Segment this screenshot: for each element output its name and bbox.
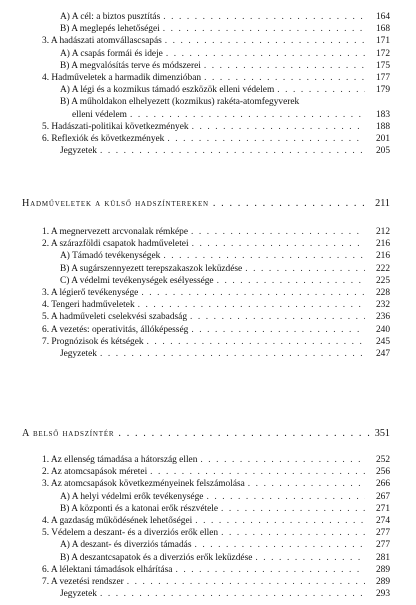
toc-entry-page: 232 bbox=[375, 300, 390, 311]
toc-entry bbox=[60, 276, 390, 286]
toc-entry bbox=[60, 264, 390, 274]
toc-entry-title: 6. Reflexiók és következmények bbox=[42, 134, 165, 144]
leader-dots bbox=[127, 577, 365, 587]
leader-dots bbox=[190, 312, 365, 322]
toc-entry-title: 4. A gazdaság működésének lehetőségei bbox=[42, 516, 193, 526]
toc-entry bbox=[60, 504, 390, 514]
toc-entry-page: 256 bbox=[375, 467, 390, 478]
toc-entry bbox=[60, 589, 390, 599]
leader-dots bbox=[245, 264, 365, 274]
section-heading-page: 211 bbox=[375, 198, 390, 209]
toc-entry-title: 5. Hadászati-politikai következmények bbox=[42, 121, 189, 132]
toc-entry bbox=[60, 49, 390, 59]
leader-dots bbox=[221, 504, 365, 514]
toc-entry-page: 183 bbox=[375, 109, 390, 120]
leader-dots bbox=[163, 24, 365, 34]
toc-entry-page: 274 bbox=[375, 516, 390, 526]
leader-dots bbox=[221, 528, 365, 538]
toc-entry-page: 179 bbox=[375, 85, 390, 96]
toc-entry bbox=[60, 12, 390, 22]
toc-entry bbox=[60, 24, 390, 34]
toc-entry-title: 7. Prognózisok és kétségek bbox=[42, 336, 144, 347]
toc-entry-page: 171 bbox=[375, 36, 390, 47]
leader-dots bbox=[150, 467, 365, 477]
toc-entry-continuation bbox=[72, 110, 390, 120]
toc-entry-title: Jegyzetek bbox=[60, 146, 97, 157]
leader-dots bbox=[167, 134, 365, 144]
toc-entry-page: 240 bbox=[375, 324, 390, 335]
leader-dots bbox=[100, 349, 365, 359]
toc-entry bbox=[42, 300, 390, 310]
leader-dots bbox=[194, 540, 365, 550]
toc-entry-title: A) A légi és a kozmikus támadó eszközök elleni védelem bbox=[60, 85, 275, 96]
toc-entry-page: 236 bbox=[375, 312, 390, 323]
toc-entry bbox=[42, 325, 390, 335]
section-heading bbox=[22, 428, 390, 439]
toc-entry-page: 205 bbox=[375, 146, 390, 157]
toc-entry-title: B) A megvalósítás terve és módszerei bbox=[60, 60, 201, 71]
toc-entry-page: 188 bbox=[375, 121, 390, 132]
leader-dots bbox=[147, 337, 365, 347]
toc-entry bbox=[42, 479, 390, 489]
toc-entry-page: 267 bbox=[375, 491, 390, 502]
section-heading-title: A belső hadszíntér bbox=[22, 428, 115, 439]
toc-entry bbox=[42, 36, 390, 46]
toc-entry bbox=[42, 134, 390, 144]
toc-entry-page: 228 bbox=[375, 288, 390, 298]
toc-entry bbox=[42, 577, 390, 587]
section-heading-title: Hadműveletek a külső hadszíntereken bbox=[22, 198, 209, 209]
toc-entry bbox=[42, 73, 390, 83]
toc-entry-title: B) A műholdakon elhelyezett (kozmikus) rakéta-atomfegyverek bbox=[60, 97, 300, 108]
toc-entry-title: Jegyzetek bbox=[60, 349, 97, 359]
section-heading-page: 351 bbox=[374, 428, 390, 439]
leader-dots bbox=[192, 239, 365, 249]
toc-entry-title: B) A központi és a katonai erők részvétele bbox=[60, 503, 219, 514]
toc-entry bbox=[42, 455, 390, 465]
toc-entry-title: 2. Az atomcsapások méretei bbox=[42, 467, 148, 478]
toc-entry-title: 4. Hadműveletek a harmadik dimenzióban bbox=[42, 73, 202, 83]
toc-entry-page: 293 bbox=[375, 589, 390, 600]
toc-entry-page: 164 bbox=[375, 12, 390, 22]
toc-entry-page: 212 bbox=[375, 227, 390, 237]
toc-entry-page: 216 bbox=[375, 251, 390, 262]
toc-entry-title: 4. Tengeri hadműveletek bbox=[42, 300, 135, 311]
toc-entry-title: A) A csapás formái és ideje bbox=[60, 48, 163, 59]
toc-entry-page: 277 bbox=[375, 540, 390, 551]
toc-entry-title: 5. A hadműveleti cselekvési szabadság bbox=[42, 312, 188, 323]
toc-entry-page: 216 bbox=[375, 239, 390, 250]
toc-entry bbox=[42, 337, 390, 347]
toc-entry-page: 172 bbox=[375, 48, 390, 59]
toc-entry-title: 3. A hadászati atomvállascsapás bbox=[42, 36, 162, 47]
toc-entry-page: 289 bbox=[375, 577, 390, 587]
toc-entry-title: A) A helyi védelmi erők tevékenysége bbox=[60, 491, 204, 502]
toc-entry-title: B) A sugárszennyezett terepszakaszok leküzdése bbox=[60, 263, 243, 274]
toc-entry bbox=[42, 467, 390, 477]
toc-entry-title: A) A cél: a biztos pusztítás bbox=[60, 12, 161, 22]
toc-entry-page: 225 bbox=[375, 275, 390, 286]
toc-entry-title: B) A deszantcsapatok és a diverziós erők leküzdése bbox=[60, 552, 253, 563]
toc-entry bbox=[42, 516, 390, 526]
toc-entry-page: 252 bbox=[375, 455, 390, 465]
toc-entry bbox=[60, 97, 390, 107]
leader-dots bbox=[200, 455, 365, 465]
toc-entry bbox=[60, 492, 390, 502]
toc-entry bbox=[60, 540, 390, 550]
toc-entry bbox=[60, 85, 390, 95]
leader-dots bbox=[100, 589, 365, 599]
toc-entry bbox=[60, 251, 390, 261]
toc-entry-page: 245 bbox=[375, 336, 390, 347]
toc-entry-page: 281 bbox=[375, 552, 390, 563]
toc-entry bbox=[60, 61, 390, 71]
toc-entry bbox=[42, 288, 390, 298]
toc-entry-page: 201 bbox=[375, 134, 390, 144]
leader-dots bbox=[118, 428, 370, 439]
leader-dots bbox=[191, 325, 365, 335]
toc-entry-title: 7. A vezetési rendszer bbox=[42, 577, 124, 587]
leader-dots bbox=[163, 12, 365, 22]
leader-dots bbox=[217, 276, 365, 286]
toc-entry-title: A) A deszant- és diverziós támadás bbox=[60, 540, 192, 551]
toc-entry bbox=[42, 227, 390, 237]
leader-dots bbox=[175, 565, 365, 575]
leader-dots bbox=[195, 516, 365, 526]
section-heading bbox=[22, 198, 390, 209]
toc-entry-title: Jegyzetek bbox=[60, 589, 97, 600]
leader-dots bbox=[248, 479, 365, 489]
leader-dots bbox=[166, 49, 365, 59]
leader-dots bbox=[192, 122, 365, 132]
toc-entry-page: 266 bbox=[375, 479, 390, 490]
toc-entry bbox=[42, 528, 390, 538]
toc-entry-title: B) A meglepés lehetőségei bbox=[60, 24, 160, 35]
leader-dots bbox=[255, 553, 365, 563]
toc-entry-title: 6. A lélektani támadások elhárítása bbox=[42, 564, 173, 575]
toc-entry-title: 6. A vezetés: operativitás, állóképesség bbox=[42, 324, 189, 335]
leader-dots bbox=[204, 61, 365, 71]
leader-dots bbox=[213, 198, 371, 209]
toc-entry-title: A) Támadó tevékenységek bbox=[60, 251, 161, 262]
toc-entry-page: 175 bbox=[375, 60, 390, 71]
leader-dots bbox=[138, 300, 365, 310]
toc-entry-title: 1. Az ellenség támadása a hátország ellen bbox=[42, 455, 198, 465]
leader-dots bbox=[165, 36, 365, 46]
leader-dots bbox=[141, 288, 365, 298]
leader-dots bbox=[204, 73, 365, 83]
toc-entry bbox=[42, 565, 390, 575]
toc-entry bbox=[60, 553, 390, 563]
toc-entry-page: 277 bbox=[375, 528, 390, 539]
toc-entry bbox=[42, 239, 390, 249]
leader-dots bbox=[206, 492, 365, 502]
toc-entry bbox=[42, 312, 390, 322]
toc-entry-title: 3. Az atomcsapások következményeinek felszámolása bbox=[42, 479, 245, 490]
toc-entry bbox=[60, 349, 390, 359]
toc-entry-page: 168 bbox=[375, 24, 390, 35]
toc-entry-page: 289 bbox=[375, 564, 390, 575]
toc-entry bbox=[42, 122, 390, 132]
toc-entry-page: 177 bbox=[375, 73, 390, 83]
leader-dots bbox=[277, 85, 365, 95]
toc-entry-continuation-text: elleni védelem bbox=[72, 109, 127, 120]
toc-entry-page: 222 bbox=[375, 263, 390, 274]
leader-dots bbox=[191, 227, 365, 237]
toc-entry-title: 2. A szárazföldi csapatok hadműveletei bbox=[42, 239, 189, 250]
toc-entry-page: 271 bbox=[375, 503, 390, 514]
toc-entry-title: C) A védelmi tevékenységek esélyessége bbox=[60, 275, 214, 286]
toc-entry-title: 3. A légierő tevékenysége bbox=[42, 288, 139, 298]
toc-entry-page: 247 bbox=[375, 349, 390, 359]
leader-dots bbox=[100, 146, 365, 156]
leader-dots bbox=[130, 110, 365, 120]
toc-entry-title: 1. A megnervezett arcvonalak rémképe bbox=[42, 227, 189, 237]
toc-entry-title: 5. Védelem a deszant- és a diverziós erők ellen bbox=[42, 528, 219, 539]
toc-entry bbox=[60, 146, 390, 156]
leader-dots bbox=[163, 251, 365, 261]
